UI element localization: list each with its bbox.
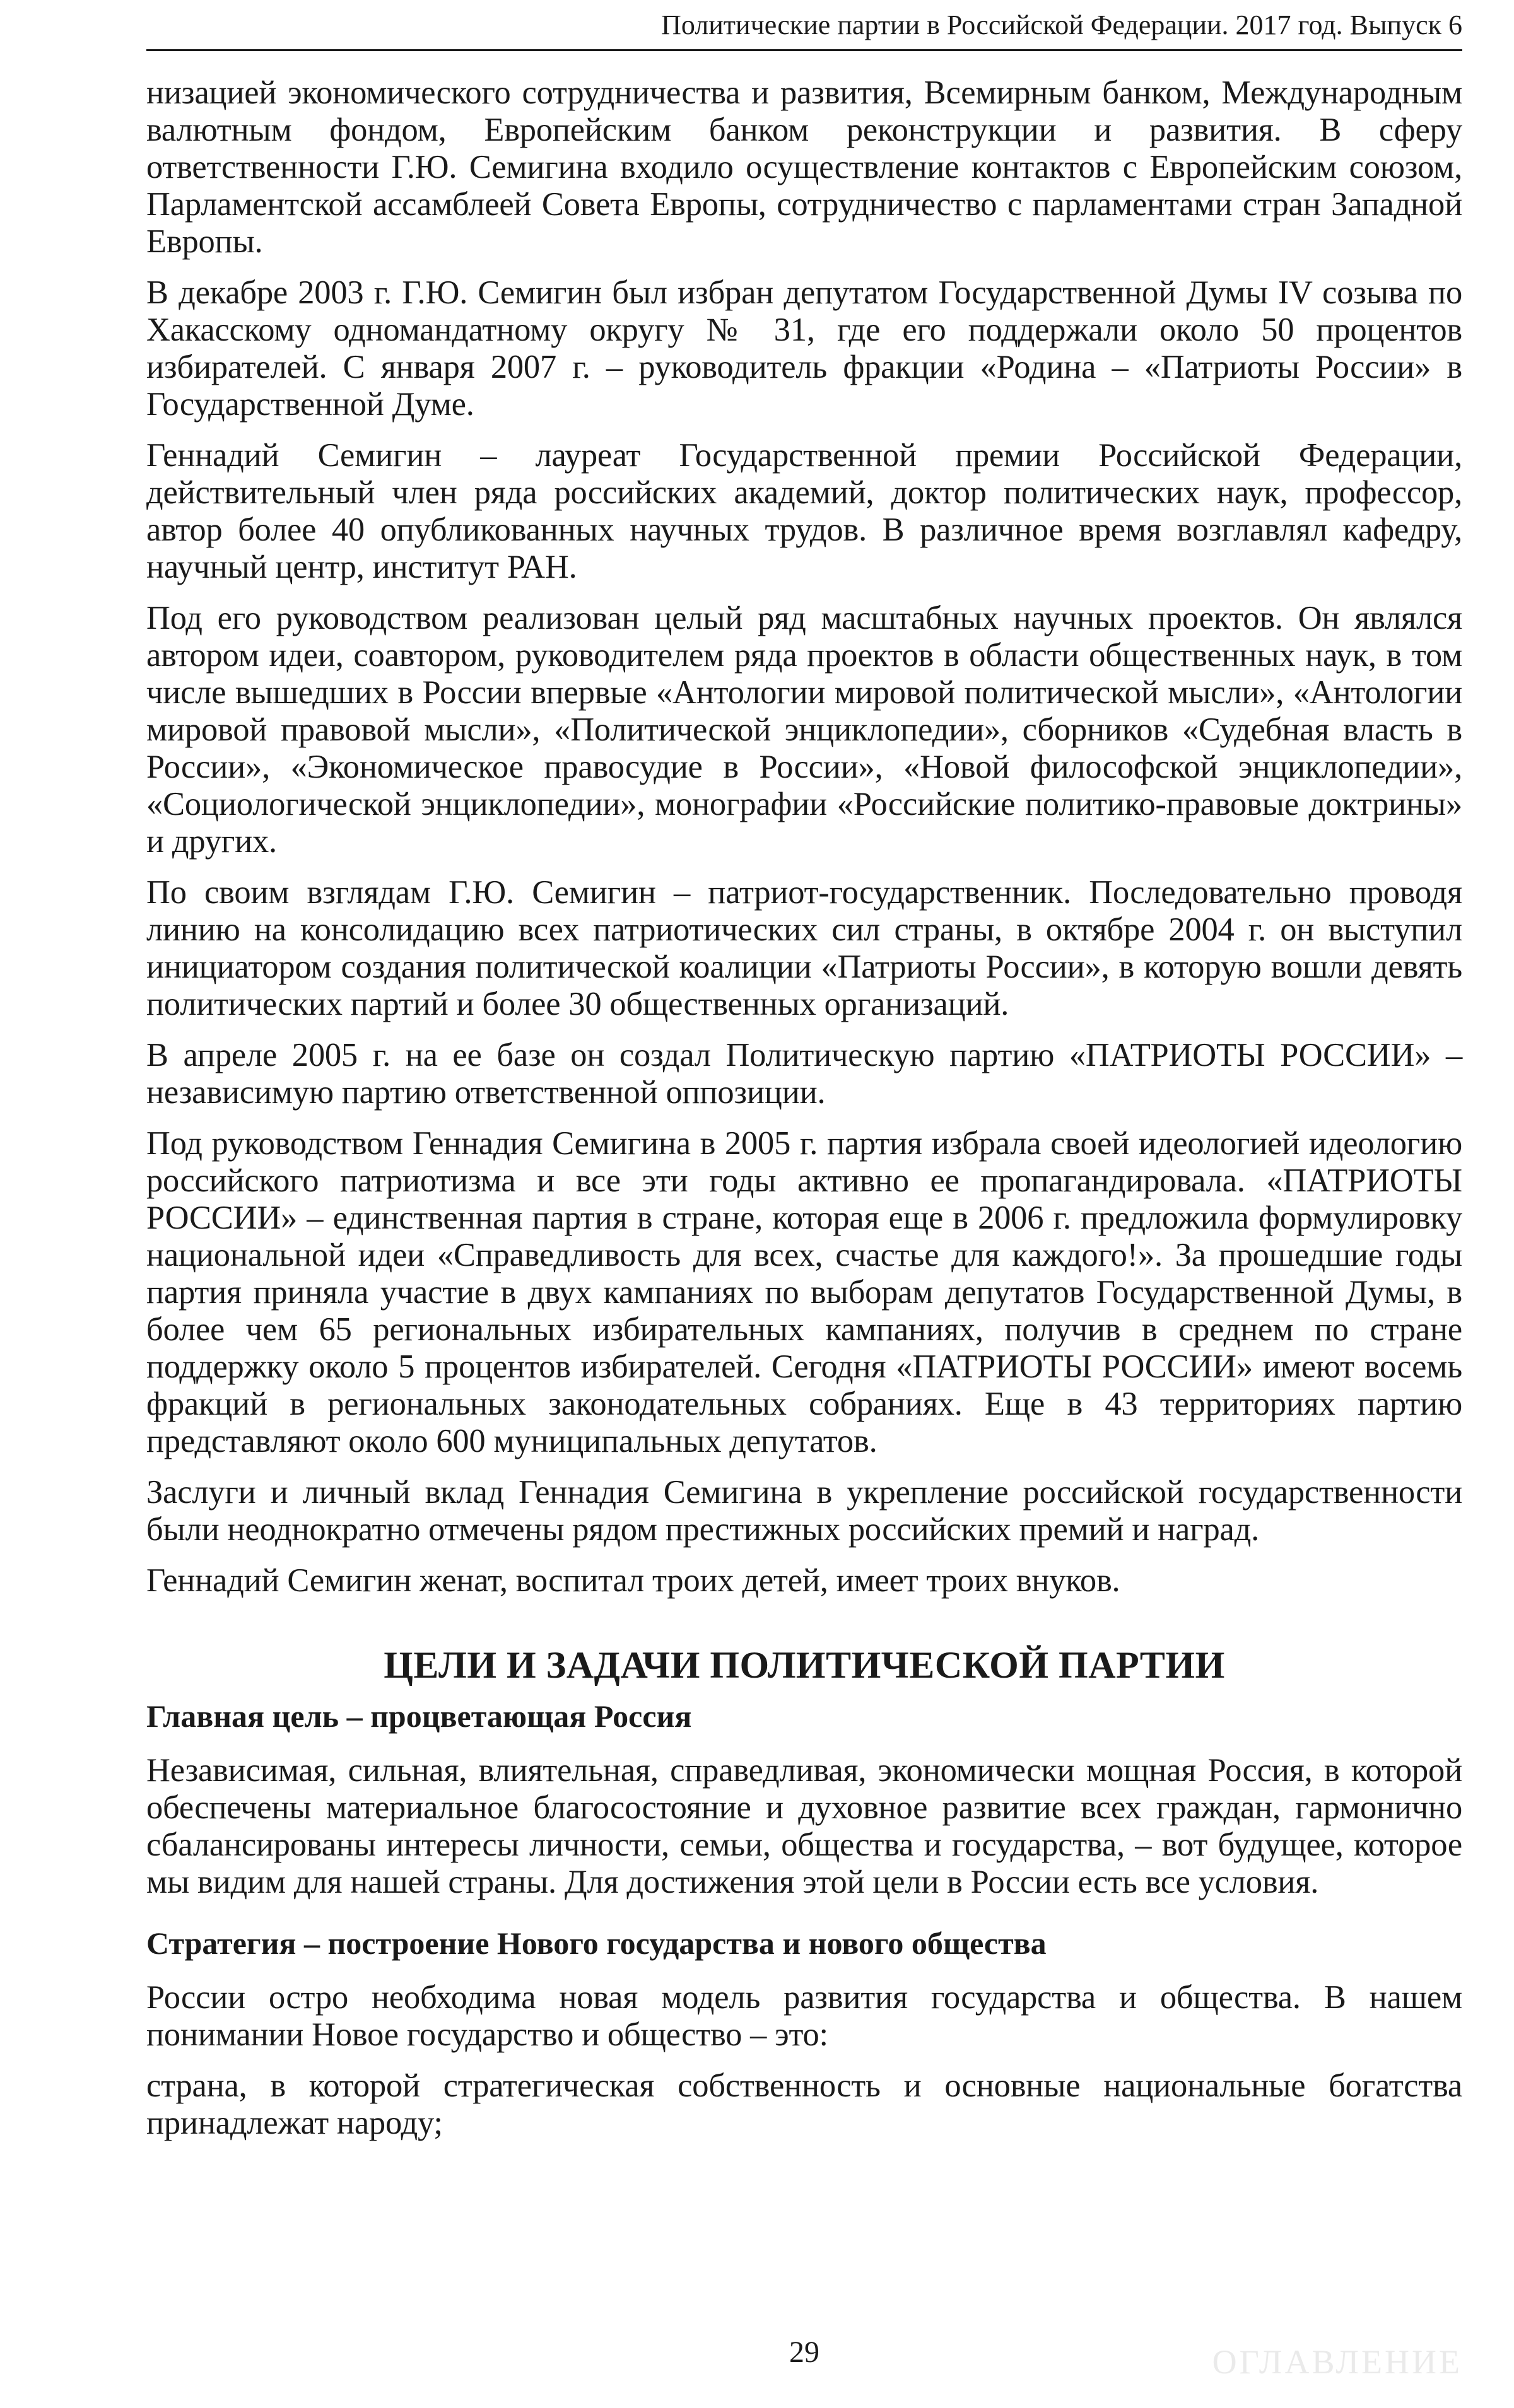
paragraph: Заслуги и личный вклад Геннадия Семигина в укрепление российской государственности были неоднократно отмечены рядом престижных российских премий и наград. [146, 1474, 1462, 1548]
running-header: Политические партии в Российской Федерации. 2017 год. Выпуск 6 [661, 9, 1462, 40]
table-of-contents-link[interactable]: ОГЛАВЛЕНИЕ [1212, 2343, 1462, 2381]
paragraph: Под его руководством реализован целый ряд масштабных научных проектов. Он являлся автором идеи, соавтором, руководителем ряда проектов в области общественных наук, в том числе вышедших в России впервые «Антологии мировой политической мысли», «Антологии мировой правовой мысли», «Политической энциклопедии», сборников «Судебная власть в России», «Экономическое правосудие в России», «Новой философской энциклопедии», «Социологической энциклопедии», монографии «Российские политико-правовые доктрины» и других. [146, 600, 1462, 860]
paragraph: Геннадий Семигин – лауреат Государственной премии Российской Федерации, действительный член ряда российских академий, доктор политических наук, профессор, автор более 40 опубликованных научных трудов. В различное время возглавлял кафедру, научный центр, институт РАН. [146, 437, 1462, 585]
paragraph: Под руководством Геннадия Семигина в 2005 г. партия избрала своей идеологией идеологию российского патриотизма и все эти годы активно ее пропагандировала. «ПАТРИОТЫ РОССИИ» – единственная партия в стране, которая еще в 2006 г. предложила формулировку национальной идеи «Справедливость для всех, счастье для каждого!». За прошедшие годы партия приняла участие в двух кампаниях по выборам депутатов Государственной Думы, в более чем 65 региональных избирательных кампаниях, получив в среднем по стране поддержку около 5 процентов избирателей. Сегодня «ПАТРИОТЫ РОССИИ» имеют восемь фракций в региональных законодательных собраниях. Еще в 43 территориях партию представляют около 600 муниципальных депутатов. [146, 1125, 1462, 1459]
strategy-paragraph: России остро необходима новая модель развития государства и общества. В нашем понимании Новое государство и общество – это: [146, 1979, 1462, 2053]
paragraph: В апреле 2005 г. на ее базе он создал Политическую партию «ПАТРИОТЫ РОССИИ» – независимую партию ответственной оппозиции. [146, 1037, 1462, 1111]
goal-heading: Главная цель – процветающая Россия [146, 1698, 692, 1734]
paragraph: Геннадий Семигин женат, воспитал троих детей, имеет троих внуков. [146, 1562, 1120, 1599]
header-rule [146, 49, 1462, 51]
page-number: 29 [789, 2335, 819, 2369]
strategy-heading: Стратегия – построение Нового государства и нового общества [146, 1926, 1047, 1961]
strategy-list-item: страна, в которой стратегическая собственность и основные национальные богатства принадлежат народу; [146, 2067, 1462, 2141]
document-page [146, 0, 1462, 2408]
paragraph: низацией экономического сотрудничества и развития, Всемирным банком, Международным валютным фондом, Европейским банком реконструкции и развития. В сферу ответственности Г.Ю. Семигина входило осуществление контактов с Европейским союзом, Парламентской ассамблеей Совета Европы, сотрудничество с парламентами стран Западной Европы. [146, 74, 1462, 260]
goal-paragraph: Независимая, сильная, влиятельная, справедливая, экономически мощная Россия, в которой обеспечены материальное благосостояние и духовное развитие всех граждан, гармонично сбалансированы интересы личности, семьи, общества и государства, – вот будущее, которое мы видим для нашей страны. Для достижения этой цели в России есть все условия. [146, 1752, 1462, 1900]
section-title: ЦЕЛИ И ЗАДАЧИ ПОЛИТИЧЕСКОЙ ПАРТИИ [384, 1644, 1225, 1686]
paragraph: В декабре 2003 г. Г.Ю. Семигин был избран депутатом Государственной Думы IV созыва по Хакасскому одномандатному округу № 31, где его поддержали около 50 процентов избирателей. С января 2007 г. – руководитель фракции «Родина – «Патриоты России» в Государственной Думе. [146, 274, 1462, 423]
paragraph: По своим взглядам Г.Ю. Семигин – патриот-государственник. Последовательно проводя линию на консолидацию всех патриотических сил страны, в октябре 2004 г. он выступил инициатором создания политической коалиции «Патриоты России», в которую вошли девять политических партий и более 30 общественных организаций. [146, 874, 1462, 1022]
page-content [146, 74, 1462, 2156]
